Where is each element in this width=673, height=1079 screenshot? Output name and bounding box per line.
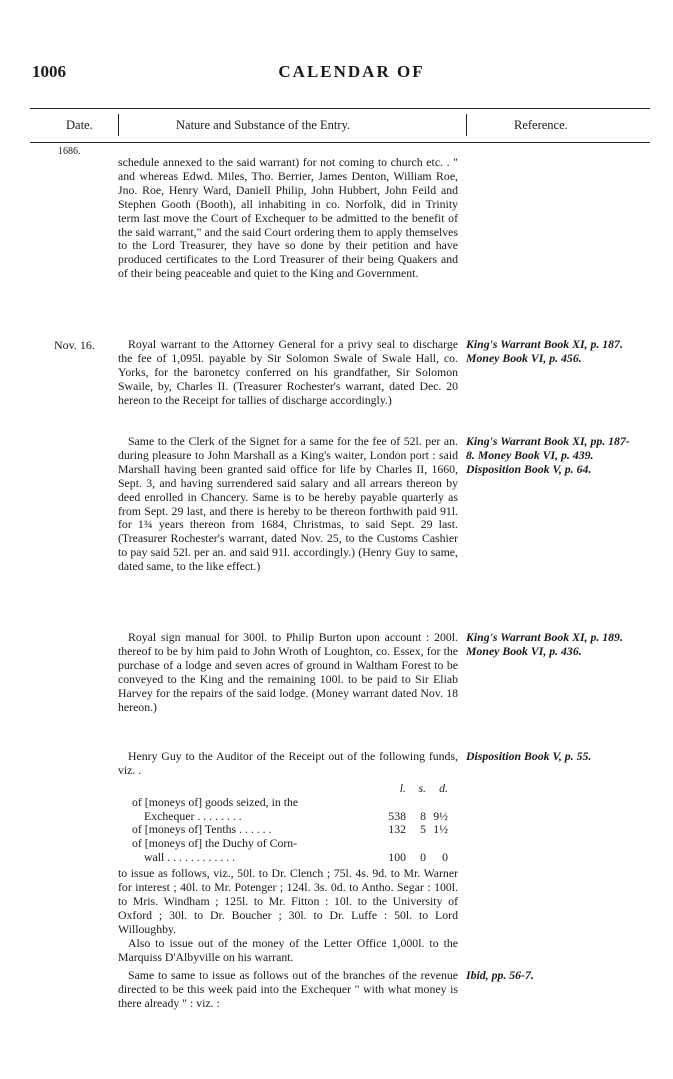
entry-text <box>118 435 458 574</box>
pounds-header: l. <box>399 780 406 795</box>
fund-pence: 0 <box>442 850 448 865</box>
fund-label: of [moneys of] Tenths . . . . . . <box>132 822 272 837</box>
entry-text <box>118 969 458 1011</box>
col-header-nature: Nature and Substance of the Entry. <box>176 118 351 132</box>
entry-paragraph: Royal warrant to the Attorney General for a privy seal to discharge the fee of 1,095l. payable by Sir Solomon Swale of Swale Hall, co. Yorks, for the baronetcy conferred on his grandfather, Sir Solomon Swaile, by, Charles II. (Treasurer Rochester's warrant, dated Dec. 20 hereon to the Receipt for tallies of discharge accordingly.) <box>118 337 458 407</box>
running-head: CALENDAR OF <box>278 62 425 81</box>
fund-label-cont: wall . . . . . . . . . . . . <box>144 850 236 865</box>
fund-pence: 9½ <box>433 808 448 823</box>
entry-paragraph: Also to issue out of the money of the Letter Office 1,000l. to the Marquiss D'Albyville on his warrant. <box>118 935 458 964</box>
entry-paragraph: schedule annexed to the said warrant) for not coming to church etc. . " and whereas Edwd. Miles, Tho. Berrier, James Denton, William Roe, Jno. Roe, Henry Ward, Daniell Philip, John Hubbert, John Feild and Stephen Gooth (Booth), all inhabiting in co. Norfolk, did in Trinity term last move the Court of Exchequer to be admitted to the benefit of the said warrant," and the said Court ordering them to apply themselves to the Lord Treasurer, they have so done by their petition and have produced certificates to the Lord Treasurer of their being Quakers and of their being peaceable and quiet to the King and Government. <box>118 155 458 281</box>
fund-label-cont: Exchequer . . . . . . . . <box>144 808 242 823</box>
pence-header: d. <box>439 780 448 795</box>
fund-pounds: 132 <box>388 822 406 837</box>
col-divider-left <box>118 114 119 136</box>
entry-paragraph: Henry Guy to the Auditor of the Receipt out of the following funds, viz. . <box>118 749 458 777</box>
entry-paragraph: Same to same to issue as follows out of the branches of the revenue directed to be this week paid into the Exchequer " with what money is there already " : viz. : <box>118 968 458 1010</box>
entry-reference: King's Warrant Book XI, pp. 187-8. Money Book VI, p. 439. Disposition Book V, p. 64. <box>466 434 630 476</box>
col-header-date: Date. <box>66 118 93 132</box>
fund-row-label <box>118 837 458 851</box>
fund-label: of [moneys of] the Duchy of Corn- <box>132 836 298 851</box>
fund-row <box>118 810 458 824</box>
fund-label: of [moneys of] goods seized, in the <box>132 794 299 809</box>
entry-reference: King's Warrant Book XI, p. 187. Money Book VI, p. 456. <box>466 337 623 365</box>
fund-shillings: 5 <box>420 822 426 837</box>
col-divider-right <box>466 114 467 136</box>
top-rule <box>30 108 650 109</box>
entry-date: Nov. 16. <box>54 338 95 352</box>
entry-text <box>118 631 458 714</box>
entry-paragraph: to issue as follows, viz., 50l. to Dr. Clench ; 75l. 4s. 9d. to Mr. Warner for interest ; 40l. to Mr. Potenger ; 124l. 3s. 0d. to Antho. Segar : 100l. to Mris. Windham ; 125l. to Mr. Fitton : 10l. to the University of Oxford ; 30l. to Dr. Boucher ; 30l. to Dr. Luffe : 50l. to Lord Willoughby. <box>118 866 458 936</box>
page-number: 1006 <box>32 62 66 81</box>
entry-reference: Ibid, pp. 56-7. <box>466 968 534 982</box>
entry-text <box>118 156 458 281</box>
year-label: 1686. <box>58 146 81 157</box>
fund-row-label <box>118 796 458 810</box>
shillings-header: s. <box>418 780 426 795</box>
fund-shillings: 8 <box>420 808 426 823</box>
fund-row <box>118 823 458 837</box>
funds-header-row <box>118 782 458 796</box>
entry-reference: Disposition Book V, p. 55. <box>466 749 592 763</box>
entry-paragraph: Same to the Clerk of the Signet for a same for the fee of 52l. per an. during pleasure to John Marshall as a King's waiter, London port : said Marshall having been granted said office for life by Charles II, 1660, Sept. 3, and having surrendered said salary and all arrears thereon by deed enrolled in Chancery. Same is to be hereby payable quarterly as from Sept. 29 last, and there is hereby to be thereon forthwith paid 91l. for 1¾ years thereon from 1684, Christmas, to said Sept. 29 last. (Treasurer Rochester's warrant, dated Nov. 25, to the Customs Cashier to pay said 52l. per an. and said 91l. accordingly.) (Henry Guy to same, dated same, to the like effect.) <box>118 434 458 574</box>
fund-pounds: 100 <box>388 850 406 865</box>
fund-pence: 1½ <box>433 822 448 837</box>
entry-text <box>118 338 458 408</box>
fund-row <box>118 851 458 865</box>
fund-shillings: 0 <box>420 850 426 865</box>
header-bottom-rule <box>30 142 650 143</box>
entry-reference: King's Warrant Book XI, p. 189. Money Book VI, p. 436. <box>466 630 623 658</box>
entry-text <box>118 750 458 965</box>
col-header-reference: Reference. <box>514 118 568 132</box>
funds-table <box>118 782 458 865</box>
fund-pounds: 538 <box>388 808 406 823</box>
entry-paragraph: Royal sign manual for 300l. to Philip Burton upon account : 200l. thereof to be by him paid to John Wroth of Loughton, co. Essex, for the purchase of a lodge and seven acres of ground in Waltham Forest to be conveyed to the King and the remaining 100l. to be paid to Sir Eliab Harvey for the repairs of the said lodge. (Money warrant dated Nov. 18 hereon.) <box>118 630 458 714</box>
